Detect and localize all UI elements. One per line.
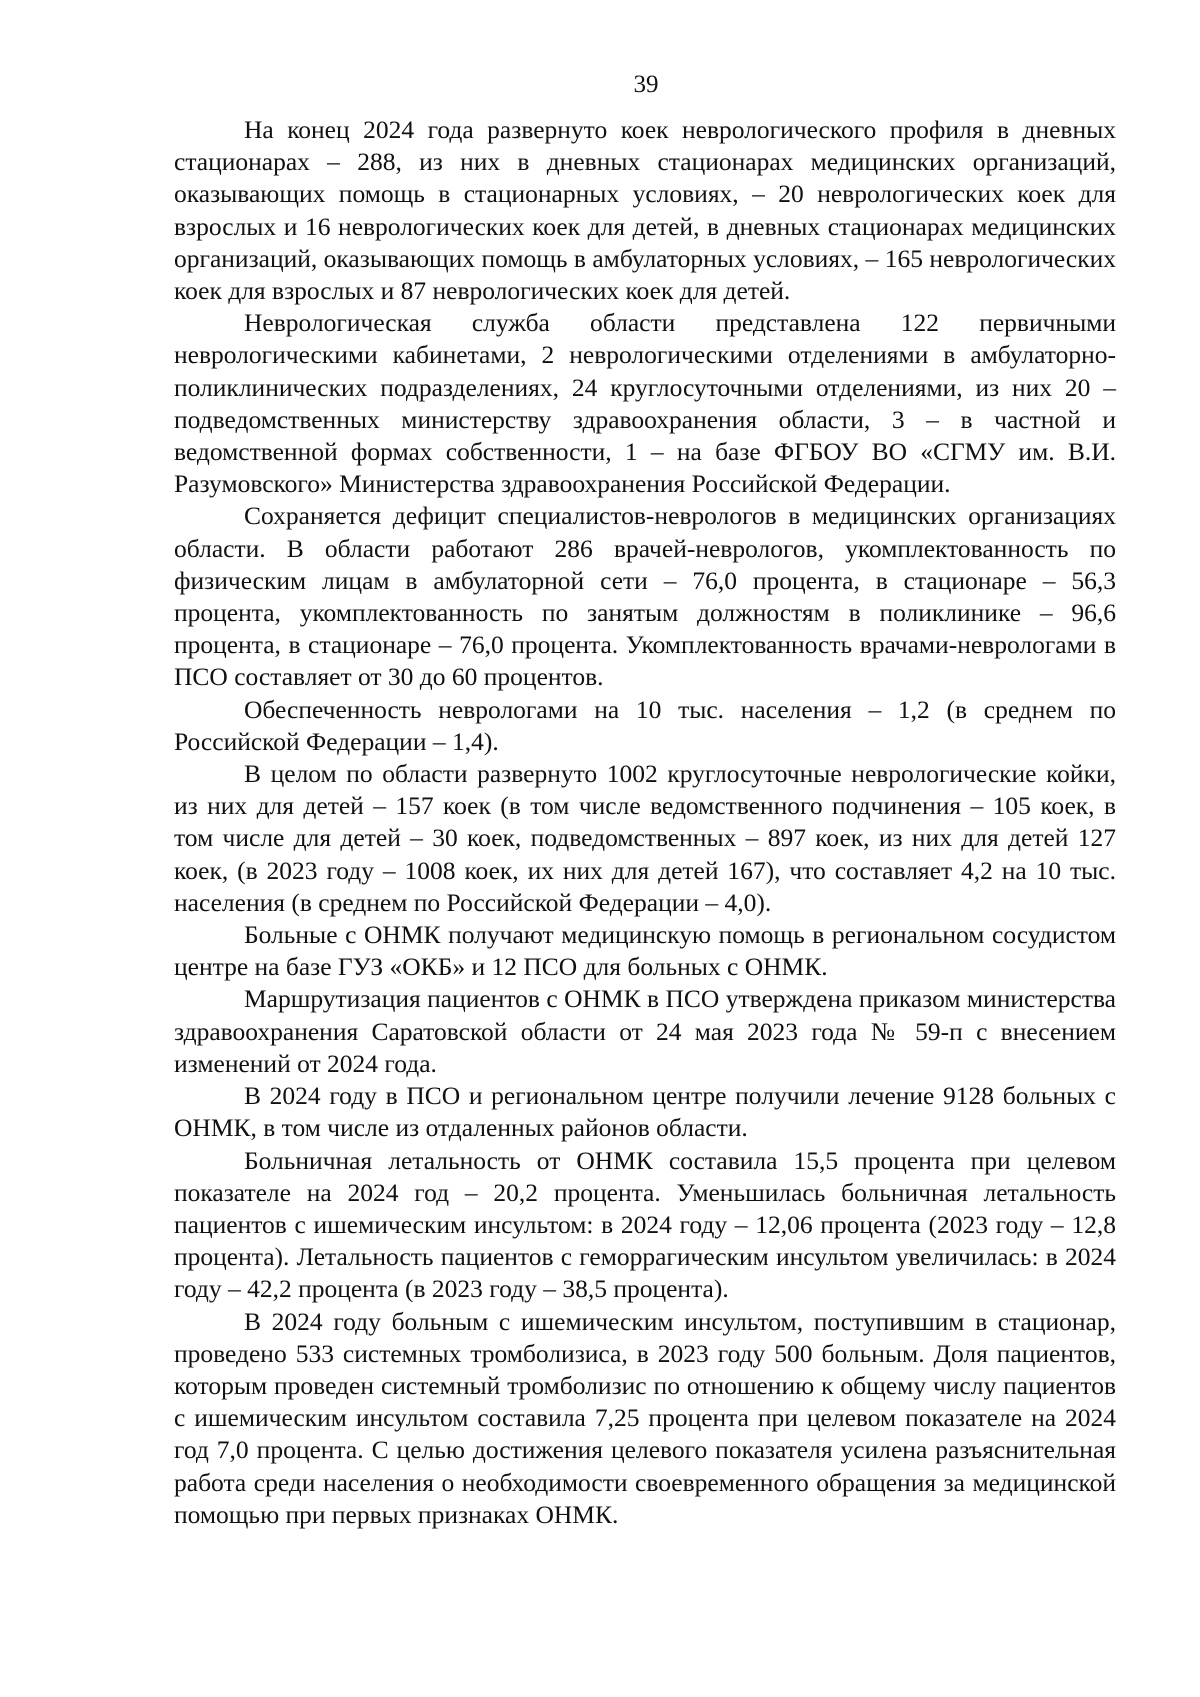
paragraph-thrombolysis: В 2024 году больным с ишемическим инсультом, поступившим в стационар, проведено 533 системных тромболизиса, в 2023 году 500 больным. Доля пациентов, которым проведен системный тромболизис по отношению к общему числу пациентов с ишемическим инсультом составила 7,25 процента при целевом показателе на 2024 год 7,0 процента. С целью достижения целевого показателя усилена разъяснительная работа среди населения о необходимости своевременного обращения за медицинской помощью при первых признаках ОНМК. (174, 1306, 1116, 1529)
paragraph-neuro-service-structure: Неврологическая служба области представлена 122 первичными неврологическими кабинетами, 2 неврологическими отделениями в амбулаторно-поликлинических подразделениях, 24 круглосуточными отделениями, из них 20 – подведомственных министерству здравоохранения области, 3 – в частной и ведомственной формах собственности, 1 – на базе ФГБОУ ВО «СГМУ им. В.И. Разумовского» Министерства здравоохранения Российской Федерации. (174, 308, 1116, 499)
paragraph-round-the-clock-beds: В целом по области развернуто 1002 круглосуточные неврологические койки, из них для детей – 157 коек (в том числе ведомственного подчинения – 105 коек, в том числе для детей – 30 коек, подведомственных – 897 коек, из них для детей 127 коек, (в 2023 году – 1008 коек, их них для детей 167), что составляет 4,2 на 10 тыс. населения (в среднем по Российской Федерации – 4,0). (174, 759, 1116, 917)
page-number: 39 (633, 71, 659, 98)
paragraph-treated-patients: В 2024 году в ПСО и региональном центре получили лечение 9128 больных с ОНМК, в том числе из отдаленных районов области. (174, 1081, 1116, 1143)
document-body (174, 114, 1116, 1531)
paragraph-staff-deficit: Сохраняется дефицит специалистов-неврологов в медицинских организациях области. В области работают 286 врачей-неврологов, укомплектованность по физическим лицам в амбулаторной сети – 76,0 процента, в стационаре – 56,3 процента, укомплектованность по занятым должностям в поликлинике – 96,6 процента, в стационаре – 76,0 процента. Укомплектованность врачами-неврологами в ПСО составляет от 30 до 60 процентов. (174, 501, 1116, 692)
paragraph-hospital-mortality: Больничная летальность от ОНМК составила 15,5 процента при целевом показателе на 2024 год – 20,2 процента. Уменьшилась больничная летальность пациентов с ишемическим инсультом: в 2024 году – 12,06 процента (2023 году – 12,8 процента). Летальность пациентов с геморрагическим инсультом увеличилась: в 2024 году – 42,2 процента (в 2023 году – 38,5 процента). (174, 1145, 1116, 1304)
paragraph-neuro-day-beds: На конец 2024 года развернуто коек неврологического профиля в дневных стационарах – 288, из них в дневных стационарах медицинских организаций, оказывающих помощь в стационарных условиях, – 20 неврологических коек для взрослых и 16 неврологических коек для детей, в дневных стационарах медицинских организаций, оказывающих помощь в амбулаторных условиях, – 165 неврологических коек для взрослых и 87 неврологических коек для детей. (174, 115, 1116, 306)
paragraph-neurologist-provision: Обеспеченность неврологами на 10 тыс. населения – 1,2 (в среднем по Российской Федерации – 1,4). (174, 694, 1116, 756)
paragraph-stroke-care-centers: Больные с ОНМК получают медицинскую помощь в региональном сосудистом центре на базе ГУЗ «ОКБ» и 12 ПСО для больных с ОНМК. (174, 920, 1116, 982)
paragraph-patient-routing: Маршрутизация пациентов с ОНМК в ПСО утверждена приказом министерства здравоохранения Саратовской области от 24 мая 2023 года № 59-п с внесением изменений от 2024 года. (174, 984, 1116, 1078)
